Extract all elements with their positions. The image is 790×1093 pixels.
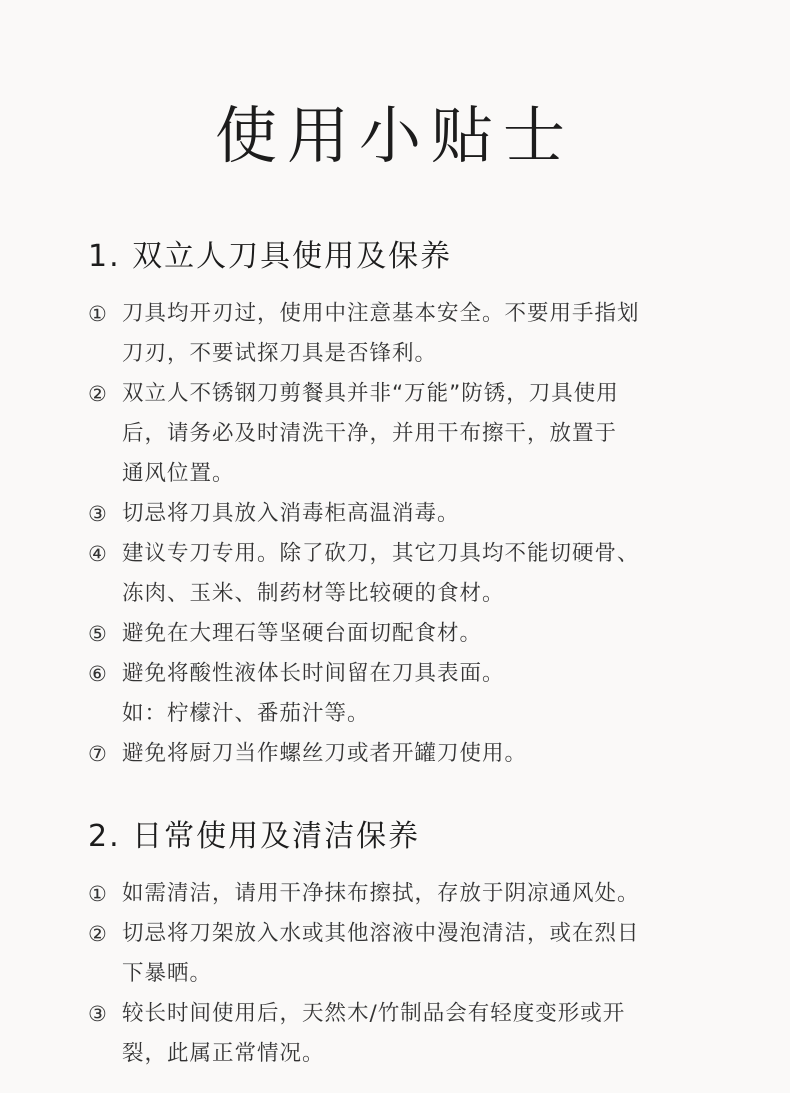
tip-list: [88, 874, 728, 1074]
tip-line: 如需清洁，请用干净抹布擦拭，存放于阴凉通风处。: [122, 881, 640, 906]
tip-text: [122, 534, 728, 614]
tip-item: [88, 534, 728, 614]
tip-text: [122, 494, 728, 534]
tip-line: 避免在大理石等坚硬台面切配食材。: [122, 621, 483, 646]
tip-item: [88, 654, 728, 734]
tip-text: [122, 994, 728, 1074]
section-heading: 2. 日常使用及清洁保养: [88, 819, 421, 854]
section-daily-cleaning: [88, 816, 728, 1074]
tip-line: 裂，此属正常情况。: [122, 1041, 325, 1066]
tip-item: [88, 294, 728, 374]
tip-line: 建议专刀专用。除了砍刀，其它刀具均不能切硬骨、: [122, 541, 640, 566]
tip-number: ④: [88, 542, 108, 566]
tip-number: ①: [88, 882, 108, 906]
tip-line: 冻肉、玉米、制药材等比较硬的食材。: [122, 581, 505, 606]
tip-number: ⑤: [88, 622, 108, 646]
tip-number: ⑦: [88, 742, 108, 766]
tip-list: [88, 294, 728, 774]
tip-number: ②: [88, 382, 108, 406]
tip-line: 较长时间使用后，天然木/竹制品会有轻度变形或开: [122, 1001, 626, 1026]
page-title: 使用小贴士: [214, 99, 575, 172]
tip-line: 避免将酸性液体长时间留在刀具表面。: [122, 661, 505, 686]
tip-number: ③: [88, 502, 108, 526]
tip-text: [122, 374, 728, 494]
tip-line: 后，请务必及时清洗干净，并用干布擦干，放置于: [122, 421, 618, 446]
tip-number: ①: [88, 302, 108, 326]
tip-line: 避免将厨刀当作螺丝刀或者开罐刀使用。: [122, 741, 528, 766]
section-heading: 1. 双立人刀具使用及保养: [88, 239, 453, 274]
tip-item: [88, 614, 728, 654]
tip-text: [122, 614, 728, 654]
tip-item: [88, 494, 728, 534]
tip-item: [88, 994, 728, 1074]
tip-number: ③: [88, 1002, 108, 1026]
tip-item: [88, 734, 728, 774]
tip-text: [122, 874, 728, 914]
tip-item: [88, 914, 728, 994]
tip-item: [88, 374, 728, 494]
tip-text: [122, 734, 728, 774]
tip-text: [122, 654, 728, 734]
tip-number: ⑥: [88, 662, 108, 686]
tip-line: 双立人不锈钢刀剪餐具并非“万能”防锈，刀具使用: [122, 381, 619, 406]
tip-line: 刀具均开刃过，使用中注意基本安全。不要用手指划: [122, 301, 640, 326]
tip-line: 刀刃，不要试探刀具是否锋利。: [122, 341, 438, 366]
tip-number: ②: [88, 922, 108, 946]
tip-line: 切忌将刀架放入水或其他溶液中漫泡清洁，或在烈日: [122, 921, 640, 946]
tip-line: 下暴晒。: [122, 961, 213, 986]
tip-item: [88, 874, 728, 914]
tip-line: 切忌将刀具放入消毒柜高温消毒。: [122, 501, 460, 526]
section-knife-care: [88, 236, 728, 774]
tip-text: [122, 294, 728, 374]
tip-line: 通风位置。: [122, 461, 235, 486]
tip-line: 如：柠檬汁、番茄汁等。: [122, 701, 370, 726]
tip-text: [122, 914, 728, 994]
